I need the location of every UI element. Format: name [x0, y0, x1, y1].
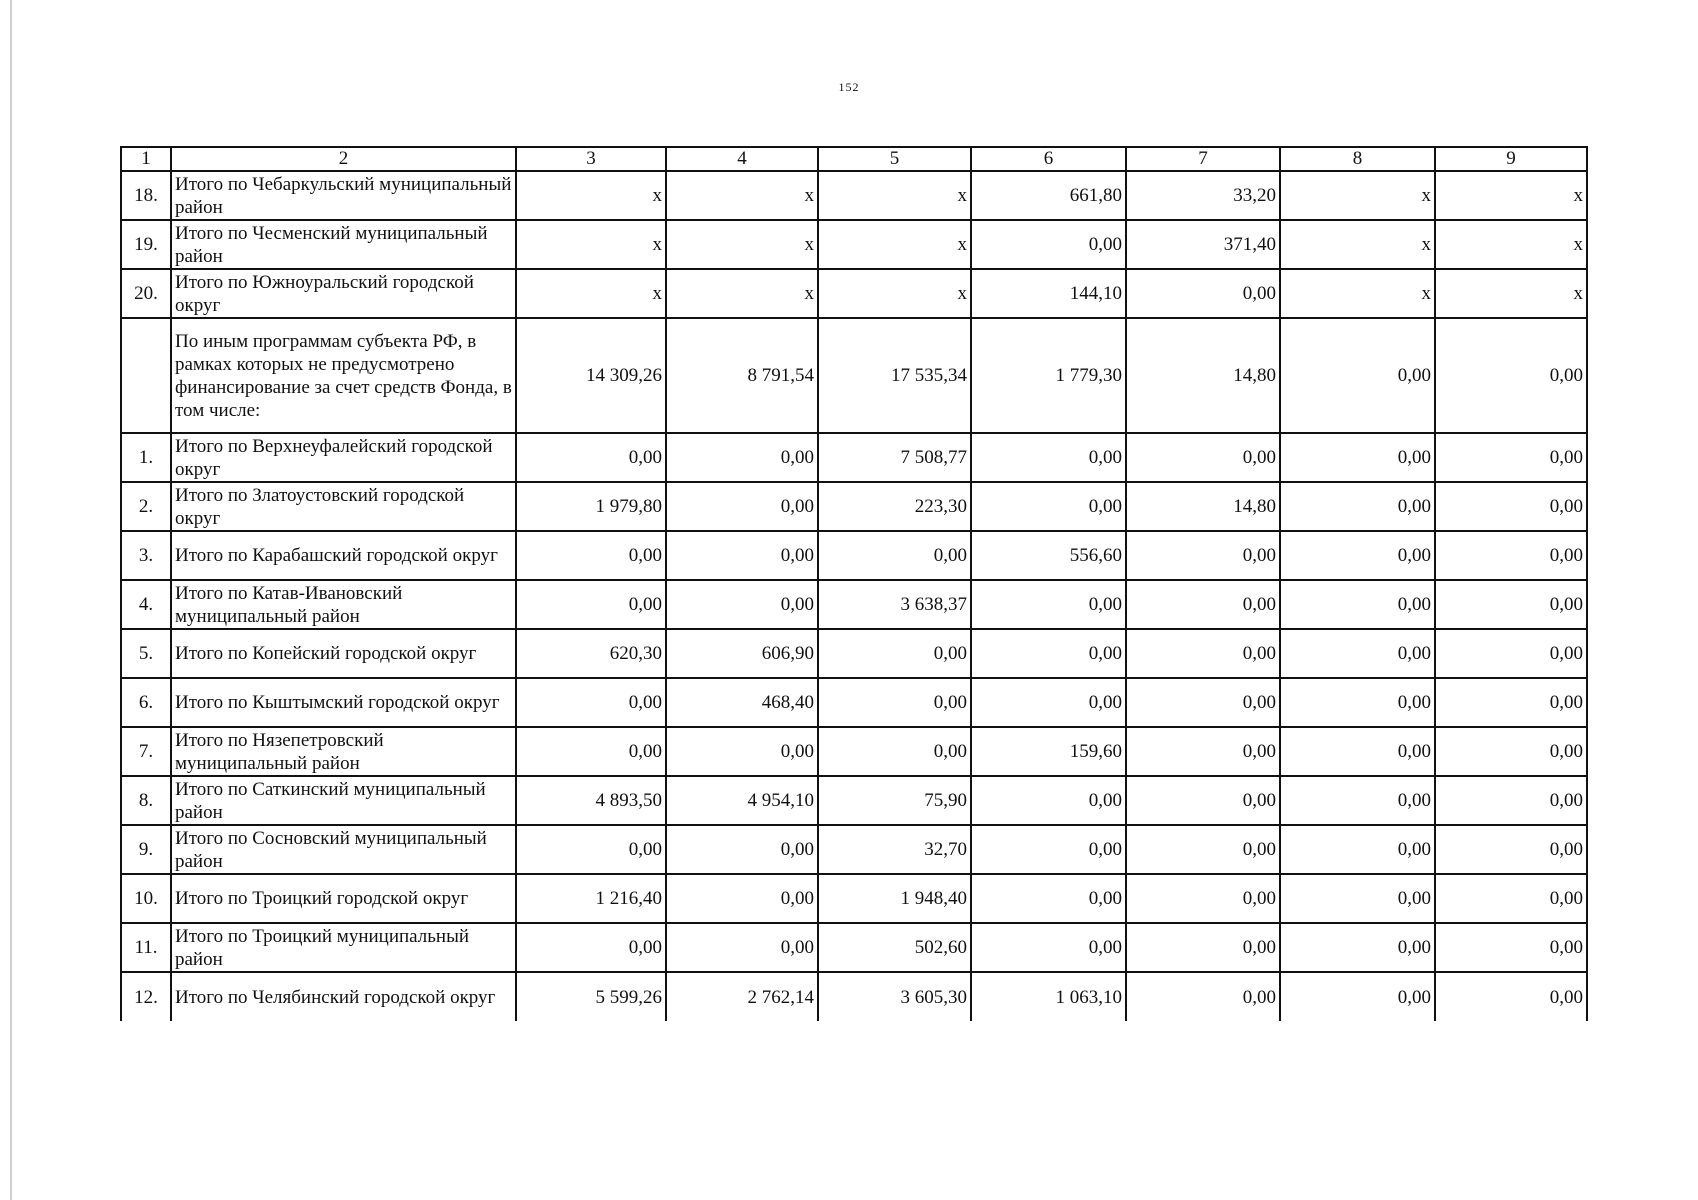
value-cell: x	[818, 269, 971, 318]
value-cell: 0,00	[516, 678, 666, 727]
value-cell: x	[516, 220, 666, 269]
value-cell: 0,00	[1126, 433, 1280, 482]
value-cell: 14 309,26	[516, 318, 666, 433]
value-cell: 0,00	[1280, 678, 1435, 727]
row-number-cell: 8.	[121, 776, 171, 825]
value-cell: 0,00	[1435, 318, 1587, 433]
row-name-cell: Итого по Челябинский городской округ	[171, 972, 516, 1021]
value-cell: 0,00	[516, 531, 666, 580]
value-cell: 0,00	[666, 727, 818, 776]
row-name-cell: Итого по Катав-Ивановский муниципальный район	[171, 580, 516, 629]
value-cell: 0,00	[971, 923, 1126, 972]
table-row	[121, 269, 1587, 318]
value-cell: 0,00	[1435, 825, 1587, 874]
table-row	[121, 318, 1587, 433]
value-cell: 0,00	[1280, 972, 1435, 1021]
value-cell: 0,00	[666, 923, 818, 972]
value-cell: 502,60	[818, 923, 971, 972]
table-row	[121, 825, 1587, 874]
value-cell: 0,00	[818, 531, 971, 580]
header-cell: 6	[971, 147, 1126, 171]
row-name-cell: Итого по Троицкий городской округ	[171, 874, 516, 923]
value-cell: 0,00	[1435, 776, 1587, 825]
header-cell: 4	[666, 147, 818, 171]
value-cell: 33,20	[1126, 171, 1280, 220]
value-cell: 0,00	[1126, 629, 1280, 678]
table-row	[121, 531, 1587, 580]
value-cell: 17 535,34	[818, 318, 971, 433]
value-cell: 0,00	[971, 678, 1126, 727]
row-name-cell: По иным программам субъекта РФ, в рамках которых не предусмотрено финансирование за счет средств Фонда, в том числе:	[171, 318, 516, 433]
value-cell: 223,30	[818, 482, 971, 531]
value-cell: 14,80	[1126, 318, 1280, 433]
value-cell: 0,00	[1126, 776, 1280, 825]
value-cell: 0,00	[1280, 825, 1435, 874]
row-number-cell: 9.	[121, 825, 171, 874]
value-cell: 0,00	[1280, 874, 1435, 923]
value-cell: 144,10	[971, 269, 1126, 318]
table-row	[121, 776, 1587, 825]
row-number-cell: 19.	[121, 220, 171, 269]
value-cell: 0,00	[1126, 678, 1280, 727]
value-cell: 0,00	[971, 776, 1126, 825]
value-cell: 661,80	[971, 171, 1126, 220]
value-cell: 159,60	[971, 727, 1126, 776]
row-number-cell: 2.	[121, 482, 171, 531]
value-cell: 1 779,30	[971, 318, 1126, 433]
row-name-cell: Итого по Саткинский муниципальный район	[171, 776, 516, 825]
row-number-cell: 1.	[121, 433, 171, 482]
value-cell: 0,00	[971, 580, 1126, 629]
value-cell: 0,00	[1435, 531, 1587, 580]
value-cell: 0,00	[818, 629, 971, 678]
row-number-cell: 12.	[121, 972, 171, 1021]
value-cell: 75,90	[818, 776, 971, 825]
value-cell: x	[666, 220, 818, 269]
header-cell: 1	[121, 147, 171, 171]
row-number-cell: 5.	[121, 629, 171, 678]
value-cell: 0,00	[516, 923, 666, 972]
value-cell: x	[818, 171, 971, 220]
value-cell: 0,00	[1280, 923, 1435, 972]
value-cell: 0,00	[971, 433, 1126, 482]
value-cell: 0,00	[1126, 531, 1280, 580]
value-cell: 0,00	[1126, 923, 1280, 972]
value-cell: 8 791,54	[666, 318, 818, 433]
value-cell: 2 762,14	[666, 972, 818, 1021]
row-number-cell: 10.	[121, 874, 171, 923]
value-cell: 0,00	[516, 825, 666, 874]
table-row	[121, 580, 1587, 629]
row-number-cell: 4.	[121, 580, 171, 629]
value-cell: x	[1280, 171, 1435, 220]
value-cell: 32,70	[818, 825, 971, 874]
value-cell: 0,00	[1280, 727, 1435, 776]
header-row	[121, 147, 1587, 171]
value-cell: 0,00	[971, 629, 1126, 678]
value-cell: 0,00	[666, 874, 818, 923]
value-cell: x	[666, 269, 818, 318]
budget-table	[120, 146, 1588, 1021]
header-cell: 5	[818, 147, 971, 171]
value-cell: 0,00	[666, 482, 818, 531]
value-cell: 0,00	[1126, 972, 1280, 1021]
row-name-cell: Итого по Верхнеуфалейский городской округ	[171, 433, 516, 482]
row-number-cell: 11.	[121, 923, 171, 972]
value-cell: 0,00	[666, 580, 818, 629]
row-name-cell: Итого по Карабашский городской округ	[171, 531, 516, 580]
value-cell: 0,00	[971, 220, 1126, 269]
value-cell: x	[1280, 220, 1435, 269]
value-cell: 3 638,37	[818, 580, 971, 629]
value-cell: 0,00	[1280, 318, 1435, 433]
value-cell: 556,60	[971, 531, 1126, 580]
table-row	[121, 629, 1587, 678]
scan-edge-line	[10, 0, 12, 1200]
value-cell: 0,00	[1435, 580, 1587, 629]
table-row	[121, 972, 1587, 1021]
table-row	[121, 171, 1587, 220]
row-name-cell: Итого по Троицкий муниципальный район	[171, 923, 516, 972]
value-cell: 0,00	[1280, 629, 1435, 678]
value-cell: 0,00	[1435, 923, 1587, 972]
value-cell: 0,00	[971, 825, 1126, 874]
table-row	[121, 482, 1587, 531]
value-cell: 3 605,30	[818, 972, 971, 1021]
value-cell: 5 599,26	[516, 972, 666, 1021]
value-cell: 0,00	[1280, 776, 1435, 825]
value-cell: 0,00	[1280, 433, 1435, 482]
value-cell: 14,80	[1126, 482, 1280, 531]
value-cell: 0,00	[516, 727, 666, 776]
value-cell: 1 063,10	[971, 972, 1126, 1021]
row-name-cell: Итого по Златоустовский городской округ	[171, 482, 516, 531]
value-cell: 0,00	[1280, 580, 1435, 629]
value-cell: 0,00	[1280, 482, 1435, 531]
row-number-cell: 3.	[121, 531, 171, 580]
table-row	[121, 923, 1587, 972]
row-number-cell: 18.	[121, 171, 171, 220]
row-number-cell: 7.	[121, 727, 171, 776]
value-cell: 0,00	[1126, 825, 1280, 874]
header-cell: 3	[516, 147, 666, 171]
value-cell: 0,00	[1435, 678, 1587, 727]
header-cell: 9	[1435, 147, 1587, 171]
table-row	[121, 220, 1587, 269]
row-name-cell: Итого по Копейский городской округ	[171, 629, 516, 678]
row-number-cell	[121, 318, 171, 433]
header-cell: 8	[1280, 147, 1435, 171]
value-cell: x	[1280, 269, 1435, 318]
value-cell: x	[1435, 220, 1587, 269]
value-cell: 0,00	[1435, 433, 1587, 482]
value-cell: 0,00	[1280, 531, 1435, 580]
value-cell: 4 893,50	[516, 776, 666, 825]
value-cell: 4 954,10	[666, 776, 818, 825]
header-cell: 2	[171, 147, 516, 171]
value-cell: 1 216,40	[516, 874, 666, 923]
value-cell: 0,00	[1435, 727, 1587, 776]
value-cell: 468,40	[666, 678, 818, 727]
value-cell: 0,00	[1435, 874, 1587, 923]
row-name-cell: Итого по Чесменский муниципальный район	[171, 220, 516, 269]
value-cell: 0,00	[818, 727, 971, 776]
value-cell: 371,40	[1126, 220, 1280, 269]
value-cell: x	[666, 171, 818, 220]
value-cell: 606,90	[666, 629, 818, 678]
value-cell: 0,00	[1126, 580, 1280, 629]
value-cell: 0,00	[516, 580, 666, 629]
value-cell: 0,00	[971, 874, 1126, 923]
value-cell: 1 948,40	[818, 874, 971, 923]
row-number-cell: 6.	[121, 678, 171, 727]
value-cell: 0,00	[1435, 629, 1587, 678]
row-name-cell: Итого по Нязепетровский муниципальный район	[171, 727, 516, 776]
value-cell: 0,00	[1435, 482, 1587, 531]
header-cell: 7	[1126, 147, 1280, 171]
value-cell: 0,00	[666, 531, 818, 580]
value-cell: x	[516, 171, 666, 220]
table-body	[121, 171, 1587, 1021]
row-name-cell: Итого по Кыштымский городской округ	[171, 678, 516, 727]
row-name-cell: Итого по Южноуральский городской округ	[171, 269, 516, 318]
page-number: 152	[838, 80, 860, 94]
value-cell: 0,00	[516, 433, 666, 482]
value-cell: x	[1435, 269, 1587, 318]
value-cell: x	[1435, 171, 1587, 220]
value-cell: 0,00	[818, 678, 971, 727]
value-cell: 0,00	[666, 433, 818, 482]
value-cell: 0,00	[971, 482, 1126, 531]
value-cell: 0,00	[1126, 269, 1280, 318]
table-row	[121, 678, 1587, 727]
value-cell: x	[818, 220, 971, 269]
value-cell: 0,00	[1126, 727, 1280, 776]
value-cell: 7 508,77	[818, 433, 971, 482]
value-cell: 0,00	[1126, 874, 1280, 923]
value-cell: 620,30	[516, 629, 666, 678]
table-row	[121, 874, 1587, 923]
value-cell: 1 979,80	[516, 482, 666, 531]
value-cell: x	[516, 269, 666, 318]
row-name-cell: Итого по Сосновский муниципальный район	[171, 825, 516, 874]
table-row	[121, 727, 1587, 776]
value-cell: 0,00	[666, 825, 818, 874]
row-number-cell: 20.	[121, 269, 171, 318]
value-cell: 0,00	[1435, 972, 1587, 1021]
table-row	[121, 433, 1587, 482]
row-name-cell: Итого по Чебаркульский муниципальный район	[171, 171, 516, 220]
